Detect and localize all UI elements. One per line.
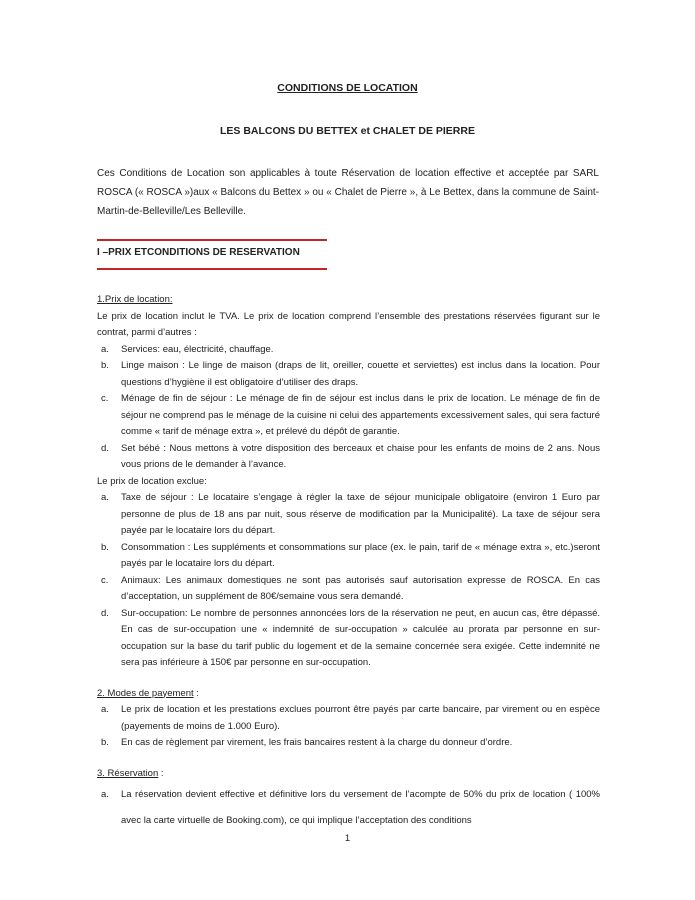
list-item — [97, 391, 600, 441]
list-item-text: Ménage de fin de séjour : Le ménage de fin de séjour est inclus dans le prix de location. Le ménage de fin de séjour ne comprend pas le ménage de la cuisine ni celui des appartements excessivement sales, qui sera facturé comme « tarif de ménage extra », et prélevé du dépôt de garantie. — [121, 393, 600, 437]
list-marker: c. — [101, 574, 109, 586]
prix-intro: Le prix de location inclut le TVA. Le prix de location comprend l’ensemble des prestations réservées figurant sur le contrat, parmi d’autres : — [97, 310, 600, 338]
list-item-text: Taxe de séjour : Le locataire s’engage à régler la taxe de séjour municipale obligatoire (environ 1 Euro par personne de plus de 18 ans par nuit, sous réserve de modification par la Municipalité). La taxe de séjour sera payée par le locataire lors du départ. — [121, 492, 600, 536]
list-item-text: En cas de règlement par virement, les frais bancaires restent à la charge du donneur d’ordre. — [121, 737, 513, 748]
subsection-heading-payement — [97, 686, 600, 703]
list-item-text: Services: eau, électricité, chauffage. — [121, 343, 274, 355]
list-item — [97, 358, 600, 391]
list-item — [97, 606, 600, 672]
list-item-text: Le prix de location et les prestations exclues pourront être payés par carte bancaire, par virement ou en espèce (payements de moins de 1.000 Euro). — [121, 704, 600, 732]
list-marker: a. — [101, 789, 109, 800]
payement-heading-text: 2. Modes de payement — [97, 687, 194, 699]
document-body — [97, 292, 600, 834]
list-marker: d. — [101, 442, 109, 454]
list-marker: a. — [101, 492, 109, 503]
payement-heading-suffix: : — [193, 687, 199, 699]
list-marker: c. — [101, 393, 109, 404]
list-item — [97, 540, 600, 573]
reservation-heading-text: 3. Réservation — [97, 767, 159, 779]
exclusions-intro: Le prix de location exclue: — [97, 475, 207, 487]
intro-paragraph: Ces Conditions de Location son applicables à toute Réservation de location effective et acceptée par SARL ROSCA (« ROSCA »)aux « Balcons du Bettex » ou « Chalet de Pierre », à Le Bettex, dans la commune de Saint-Martin-de-Belleville/Les Belleville. — [97, 168, 599, 217]
list-marker: b. — [101, 737, 109, 748]
list-item-text: Consommation : Les suppléments et consommations sur place (ex. le pain, tarif de « ménage extra », etc.)seront payés par le locataire lors du départ. — [121, 541, 600, 569]
list-item-text: Set bébé : Nous mettons à votre disposition des berceaux et chaise pour les enfants de moins de 2 ans. Nous vous prions de le demander à l’avance. — [121, 442, 600, 470]
list-item-text: Linge maison : Le linge de maison (draps de lit, oreiller, couette et serviettes) est inclus dans la location. Pour questions d’hygiène il est obligatoire d’utiliser des draps. — [121, 360, 600, 388]
section-rule-top — [97, 239, 327, 241]
subsection-heading-prix: 1.Prix de location: — [97, 294, 173, 305]
list-item — [97, 573, 600, 606]
list-item — [97, 702, 600, 735]
list-marker: d. — [101, 607, 109, 619]
list-item-text: La réservation devient effective et définitive lors du versement de l’acompte de 50% du prix de location ( 100% avec la carte virtuelle de Booking.com), ce qui implique l’acceptation des conditions — [121, 789, 600, 826]
list-item — [97, 735, 600, 752]
reservation-heading-suffix: : — [158, 767, 164, 779]
document-subtitle: LES BALCONS DU BETTEX et CHALET DE PIERRE — [220, 125, 475, 137]
subsection-heading-reservation — [97, 766, 600, 783]
list-marker: b. — [101, 541, 109, 553]
page-number: 1 — [344, 833, 351, 844]
list-marker: a. — [101, 704, 109, 715]
document-title: CONDITIONS DE LOCATION — [277, 82, 418, 94]
section-heading: I –PRIX ETCONDITIONS DE RESERVATION — [97, 247, 300, 258]
list-item — [97, 490, 600, 540]
list-item — [97, 782, 600, 834]
list-item — [97, 342, 600, 359]
list-marker: a. — [101, 343, 109, 355]
list-item-text: Animaux: Les animaux domestiques ne sont pas autorisés sauf autorisation expresse de ROSCA. En cas d’acceptation, un supplément de 80€/semaine vous sera demandé. — [121, 574, 600, 602]
list-marker: b. — [101, 360, 109, 371]
list-item-text: Sur-occupation: Le nombre de personnes annoncées lors de la réservation ne peut, en aucun cas, être dépassé. En cas de sur-occupation une « indemnité de sur-occupation » calculée au prorata par personne en sur-occupation sur la base du tarif public du logement et de la semaine concernée sera exigée. Cette indemnité ne sera pas inférieure à 150€ par personne en sur-occupation. — [121, 607, 600, 668]
list-item — [97, 441, 600, 474]
section-rule-bottom — [97, 268, 327, 270]
